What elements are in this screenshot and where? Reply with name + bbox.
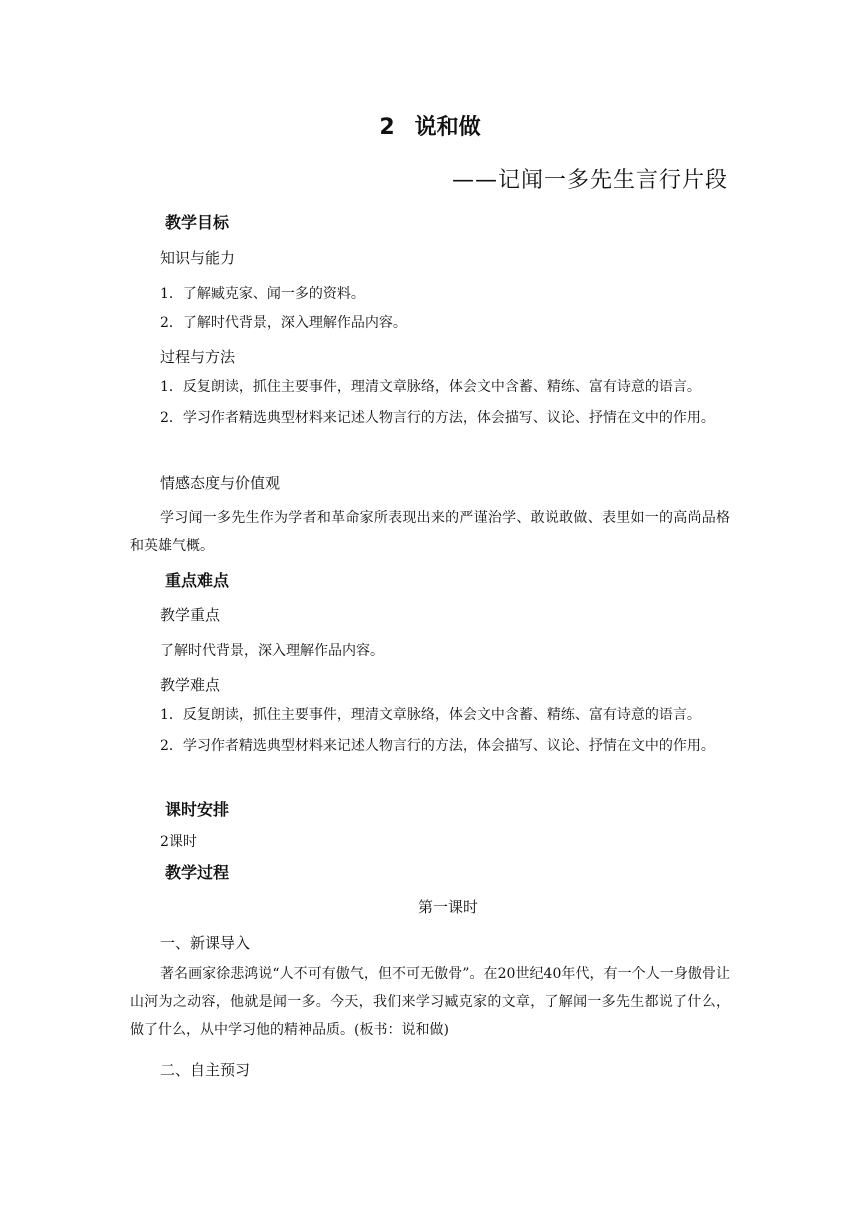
process-method-item-1: 1．反复朗读，抓住主要事件，理清文章脉络，体会文中含蓄、精练、富有诗意的语言。 (160, 379, 701, 395)
difficulty-heading: 教学难点 (160, 676, 221, 694)
lesson-subtitle: ——记闻一多先生言行片段 (451, 168, 728, 193)
schedule-heading: 课时安排 (165, 800, 230, 819)
knowledge-heading: 知识与能力 (160, 249, 236, 267)
period-title: 第一课时 (417, 898, 478, 916)
difficulty-item-2: 2．学习作者精选典型材料来记述人物言行的方法，体会描写、议论、抒情在文中的作用。 (160, 738, 715, 754)
process-method-item-2: 2．学习作者精选典型材料来记述人物言行的方法，体会描写、议论、抒情在文中的作用。 (160, 410, 715, 426)
key-points-heading: 重点难点 (165, 571, 230, 590)
intro-text: 著名画家徐悲鸿说“人不可有傲气，但不可无傲骨”。在20世纪40年代，有一个人一身傲骨让山河为之动容，他就是闻一多。今天，我们来学习臧克家的文章，了解闻一多先生都说了什么，做了什么，从中学习他的精神品质。(板书：说和做) (130, 966, 730, 1038)
focus-text: 了解时代背景，深入理解作品内容。 (160, 643, 384, 659)
intro-heading: 一、新课导入 (160, 934, 251, 952)
preview-heading: 二、自主预习 (160, 1061, 251, 1079)
schedule-text: 2课时 (160, 834, 197, 850)
goals-heading: 教学目标 (165, 213, 230, 232)
process-heading: 教学过程 (165, 863, 230, 882)
process-method-heading: 过程与方法 (160, 348, 236, 366)
focus-heading: 教学重点 (160, 606, 221, 624)
lesson-title-text: 说和做 (414, 115, 481, 140)
lesson-title (0, 110, 860, 141)
attitude-heading: 情感态度与价值观 (160, 474, 281, 492)
attitude-text: 学习闻一多先生作为学者和革命家所表现出来的严谨治学、敢说敢做、表里如一的高尚品格和英雄气概。 (130, 510, 730, 554)
knowledge-item-1: 1．了解臧克家、闻一多的资料。 (160, 286, 365, 302)
knowledge-item-2: 2．了解时代背景，深入理解作品内容。 (160, 315, 407, 331)
difficulty-item-1: 1．反复朗读，抓住主要事件，理清文章脉络，体会文中含蓄、精练、富有诗意的语言。 (160, 707, 701, 723)
lesson-number: 2 (379, 115, 395, 140)
